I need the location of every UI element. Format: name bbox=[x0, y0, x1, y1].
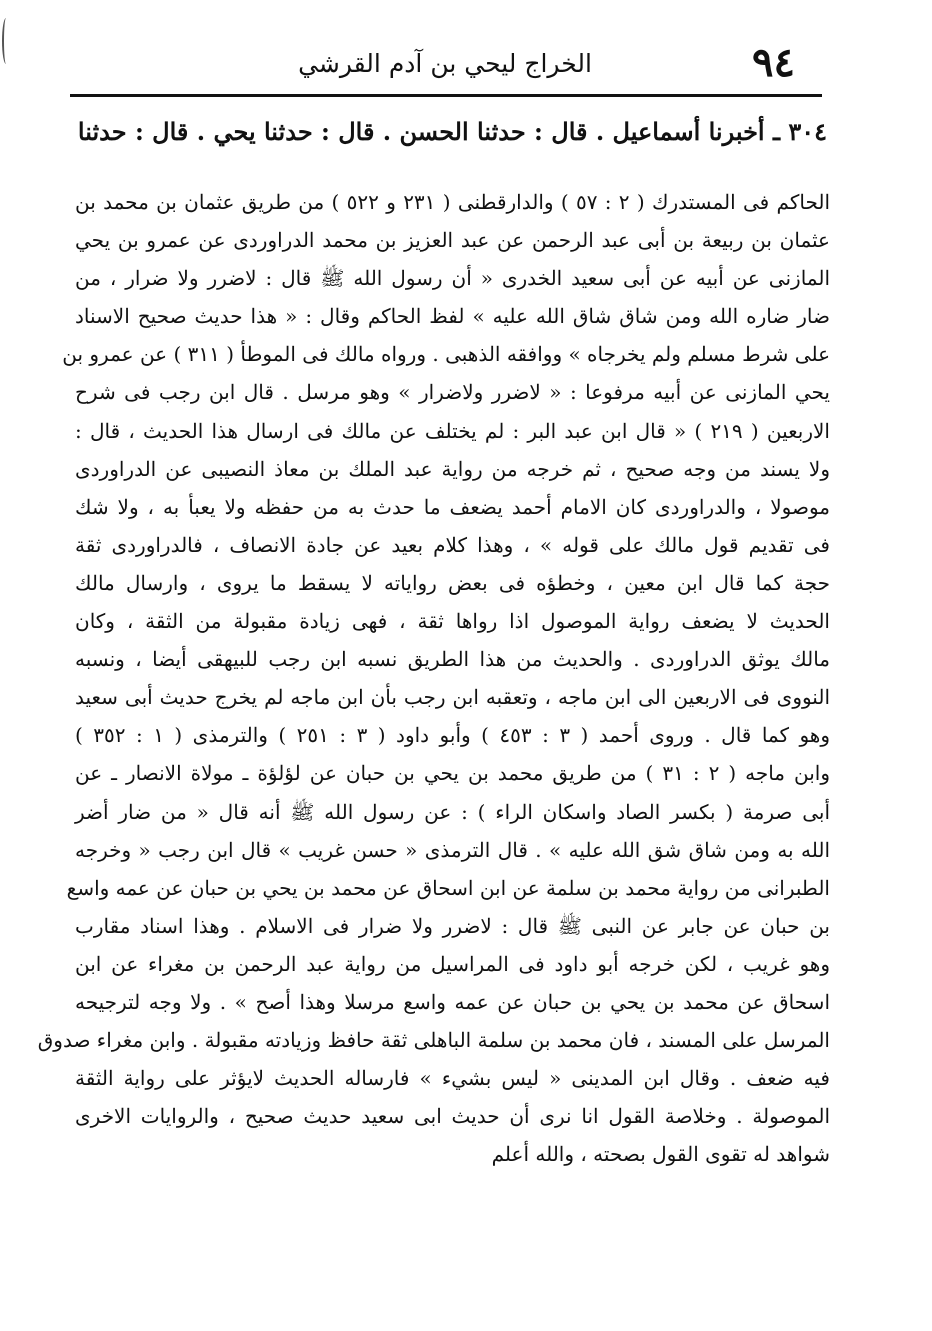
footnote-line: يحي المازنى عن أبيه مرفوعا : « لاضرر ولاضرار » وهو مرسل . قال ابن رجب فى شرح bbox=[75, 380, 830, 405]
footnote-line: ضار ضاره الله ومن شاق شاق الله عليه » لفظ الحاكم وقال : « هذا حديث صحيح الاسناد bbox=[75, 304, 831, 329]
footnote-line: فى تقديم قول مالك على قوله » ، وهذا كلام بعيد عن جادة الانصاف ، فالدراوردى ثقة bbox=[75, 532, 830, 557]
footnote-line: موصولا ، والدراوردى كان الامام أحمد يضعف ما حدث به من حفظه ولا يعبأ به ، ولا شك bbox=[75, 494, 830, 519]
footnote-line: الله به ومن شاق شق الله عليه » . قال الترمذى « حسن غريب » قال ابن رجب « وخرجه bbox=[75, 837, 830, 862]
footnote-line: وابن ماجه ( ٢ : ٣١ ) من طريق محمد بن يحي بن حبان عن لؤلؤة ـ مولاة الانصار ـ عن bbox=[75, 761, 831, 786]
footnote-line: وهو غريب ، لكن خرجه أبو داود فى المراسيل من رواية عبد الرحمن بن مغراء عن ابن bbox=[75, 951, 830, 976]
footnote-block bbox=[37, 183, 831, 1173]
footnote-line: النووى فى الاربعين الى ابن ماجه ، وتعقبه ابن رجب بأن ابن ماجه لم يخرج حديث أبى سعيد bbox=[75, 685, 830, 710]
footnote-line: الحديث لا يضعف رواية الموصول اذا رواها ثقة ، فهى زيادة مقبولة من الثقة ، وكان bbox=[75, 609, 830, 634]
footnote-line: الحاكم فى المستدرك ( ٢ : ٥٧ ) والدارقطنى ( ٢٣١ و ٥٢٢ ) من طريق عثمان بن محمد بن bbox=[75, 190, 831, 214]
footnote-line-last: شواهد له تقوى القول بصحته ، والله أعلم bbox=[491, 1142, 830, 1167]
footnote-line: الاربعين ( ٢١٩ ) « قال ابن عبد البر : لم يختلف عن مالك فى ارسال هذا الحديث ، قال : bbox=[75, 418, 830, 443]
footnote-line: الموصولة . وخلاصة القول انا نرى أن حديث ابى سعيد حديث صحيح ، والروايات الاخرى bbox=[75, 1104, 831, 1129]
footnote-line: وهو كما قال . وروى أحمد ( ٣ : ٤٥٣ ) وأبو داود ( ٣ : ٢٥١ ) والترمذى ( ١ : ٣٥٢ ) bbox=[75, 723, 830, 748]
footnote-line: المازنى عن أبيه عن أبى سعيد الخدرى « أن رسول الله ﷺ قال : لاضرر ولا ضرار ، من bbox=[75, 266, 830, 291]
footnote-line: اسحاق عن محمد بن يحي بن حبان عن عمه واسع مرسلا وهذا أصح » . ولا وجه لترجيحه bbox=[75, 989, 830, 1014]
footnote-line: عثمان بن ربيعة بن أبى عبد الرحمن عن عبد العزيز بن محمد الدراوردى عن عمرو بن يحي bbox=[75, 228, 830, 253]
page-number: ٩٤ bbox=[752, 39, 795, 86]
footnote-line: مالك يوثق الدراوردى . والحديث من هذا الطريق نسبه ابن رجب للبيهقى أيضا ، ونسبه bbox=[75, 647, 830, 672]
footnote-line: على شرط مسلم ولم يخرجاه » ووافقه الذهبى . ورواه مالك فى الموطأ ( ٣١١ ) عن عمرو بن bbox=[62, 342, 830, 367]
footnote-line: فيه ضعف . وقال ابن المدينى « ليس بشيء » فارساله الحديث لايؤثر على رواية الثقة bbox=[75, 1066, 830, 1091]
footnote-line: ولا يسند من وجه صحيح ، ثم خرجه من رواية عبد الملك بن معاذ النصيبى عن الدراوردى bbox=[75, 456, 830, 481]
footnote-line: الطبرانى من رواية محمد بن سلمة عن ابن اسحاق عن محمد بن يحي بن حبان عن عمه واسع bbox=[66, 875, 830, 900]
page-header bbox=[95, 38, 795, 94]
footnote-line: أبى صرمة ( بكسر الصاد واسكان الراء ) : عن رسول الله ﷺ أنه قال « من ضار أضر bbox=[75, 799, 830, 824]
footnote-line: المرسل على المسند ، فان محمد بن سلمة الباهلى ثقة حافظ وزيادته مقبولة . وابن مغراء صدوق bbox=[37, 1028, 830, 1053]
page-edge-mark bbox=[2, 18, 10, 64]
running-title: الخراج ليحي بن آدم القرشي bbox=[298, 49, 592, 78]
hadith-isnad-line: ٣٠٤ ـ أخبرنا أسماعيل . قال : حدثنا الحسن . قال : حدثنا يحي . قال : حدثنا bbox=[77, 117, 827, 146]
footnote-line: حجة كما قال ابن معين ، وخطؤه فى بعض رواياته لا يسقط ما يروى ، وارسال مالك bbox=[75, 570, 830, 595]
footnote-line: بن حبان عن جابر عن النبى ﷺ قال : لاضرر ولا ضرار فى الاسلام . وهذا اسناد مقارب bbox=[75, 913, 830, 938]
header-rule bbox=[70, 94, 822, 97]
